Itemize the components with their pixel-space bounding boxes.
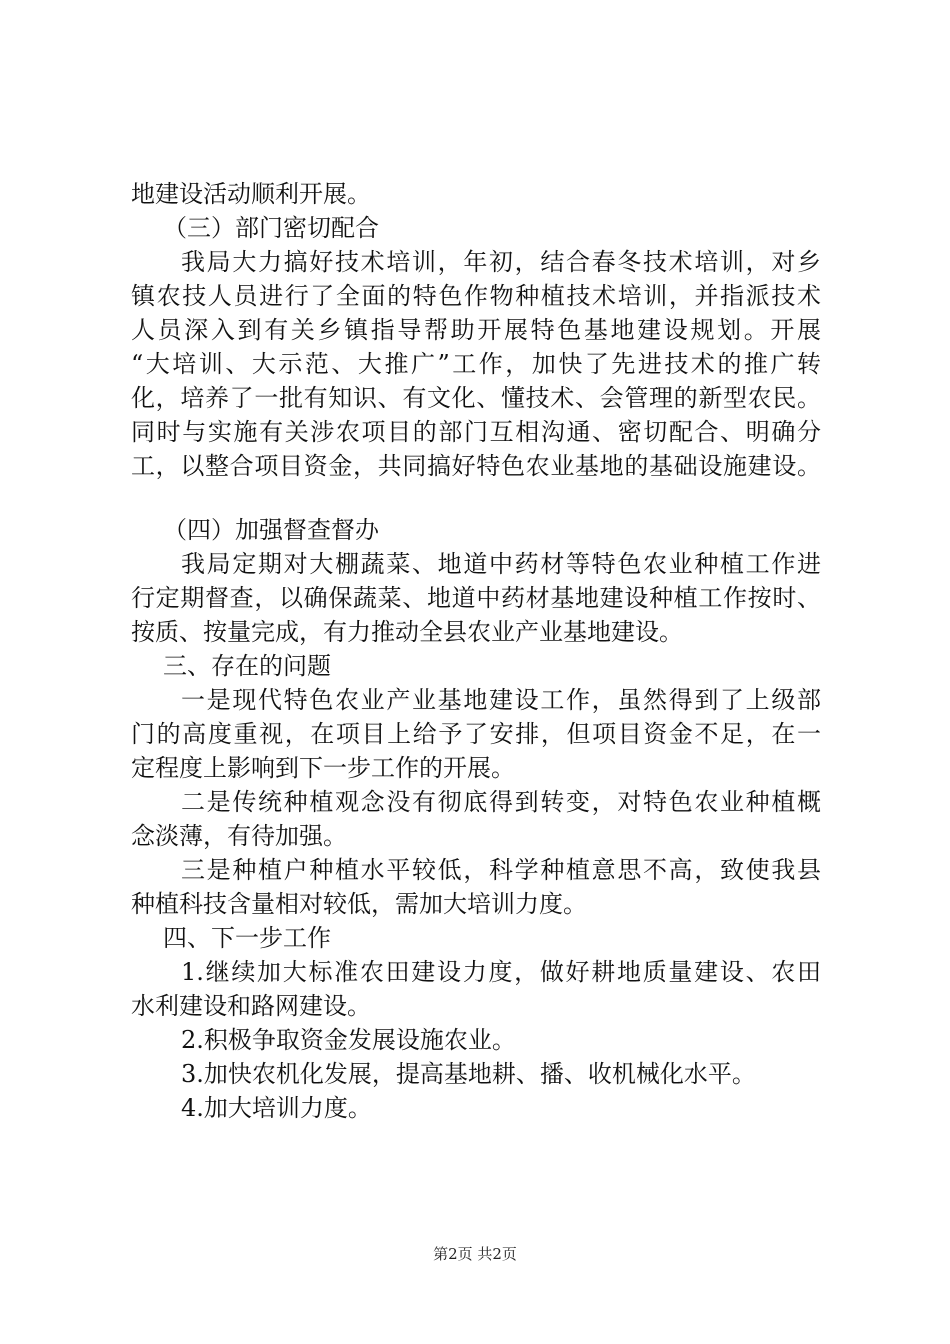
paragraph-line: 二是传统种植观念没有彻底得到转变，对特色农业种植概 bbox=[181, 788, 821, 816]
page-footer: 第2页 共2页 bbox=[433, 1245, 517, 1263]
section-heading: （四）加强督查督办 bbox=[163, 516, 379, 544]
list-item: 3.加快农机化发展，提高基地耕、播、收机械化水平。 bbox=[181, 1060, 756, 1088]
list-item: 2.积极争取资金发展设施农业。 bbox=[181, 1026, 516, 1054]
list-item: 1.继续加大标准农田建设力度，做好耕地质量建设、农田 bbox=[181, 958, 821, 986]
paragraph-line: 人员深入到有关乡镇指导帮助开展特色基地建设规划。开展 bbox=[131, 316, 821, 344]
paragraph-line: 工，以整合项目资金，共同搞好特色农业基地的基础设施建设。 bbox=[131, 452, 821, 480]
paragraph-line: 我局定期对大棚蔬菜、地道中药材等特色农业种植工作进 bbox=[181, 550, 821, 578]
section-heading: 三、存在的问题 bbox=[163, 652, 331, 680]
paragraph-line: 门的高度重视，在项目上给予了安排，但项目资金不足，在一 bbox=[131, 720, 821, 748]
paragraph-line: 我局大力搞好技术培训，年初，结合春冬技术培训，对乡 bbox=[181, 248, 821, 276]
paragraph-line: 一是现代特色农业产业基地建设工作，虽然得到了上级部 bbox=[181, 686, 821, 714]
paragraph-line: 镇农技人员进行了全面的特色作物种植技术培训，并指派技术 bbox=[131, 282, 821, 310]
paragraph-line: 定程度上影响到下一步工作的开展。 bbox=[131, 754, 515, 782]
paragraph-line: 种植科技含量相对较低，需加大培训力度。 bbox=[131, 890, 587, 918]
paragraph-line: 行定期督查，以确保蔬菜、地道中药材基地建设种植工作按时、 bbox=[131, 584, 821, 612]
paragraph-line: 按质、按量完成，有力推动全县农业产业基地建设。 bbox=[131, 618, 683, 646]
list-item: 4.加大培训力度。 bbox=[181, 1094, 372, 1122]
paragraph-line: “大培训、大示范、大推广”工作，加快了先进技术的推广转 bbox=[131, 350, 821, 378]
paragraph-line: 化，培养了一批有知识、有文化、懂技术、会管理的新型农民。 bbox=[131, 384, 821, 412]
paragraph-line: 念淡薄，有待加强。 bbox=[131, 822, 347, 850]
paragraph-line: 地建设活动顺利开展。 bbox=[131, 180, 371, 208]
paragraph-line: 三是种植户种植水平较低，科学种植意思不高，致使我县 bbox=[181, 856, 821, 884]
paragraph-line: 同时与实施有关涉农项目的部门互相沟通、密切配合、明确分 bbox=[131, 418, 821, 446]
section-heading: 四、下一步工作 bbox=[163, 924, 331, 952]
list-item-continuation: 水利建设和路网建设。 bbox=[131, 992, 371, 1020]
section-heading: （三）部门密切配合 bbox=[163, 214, 379, 242]
